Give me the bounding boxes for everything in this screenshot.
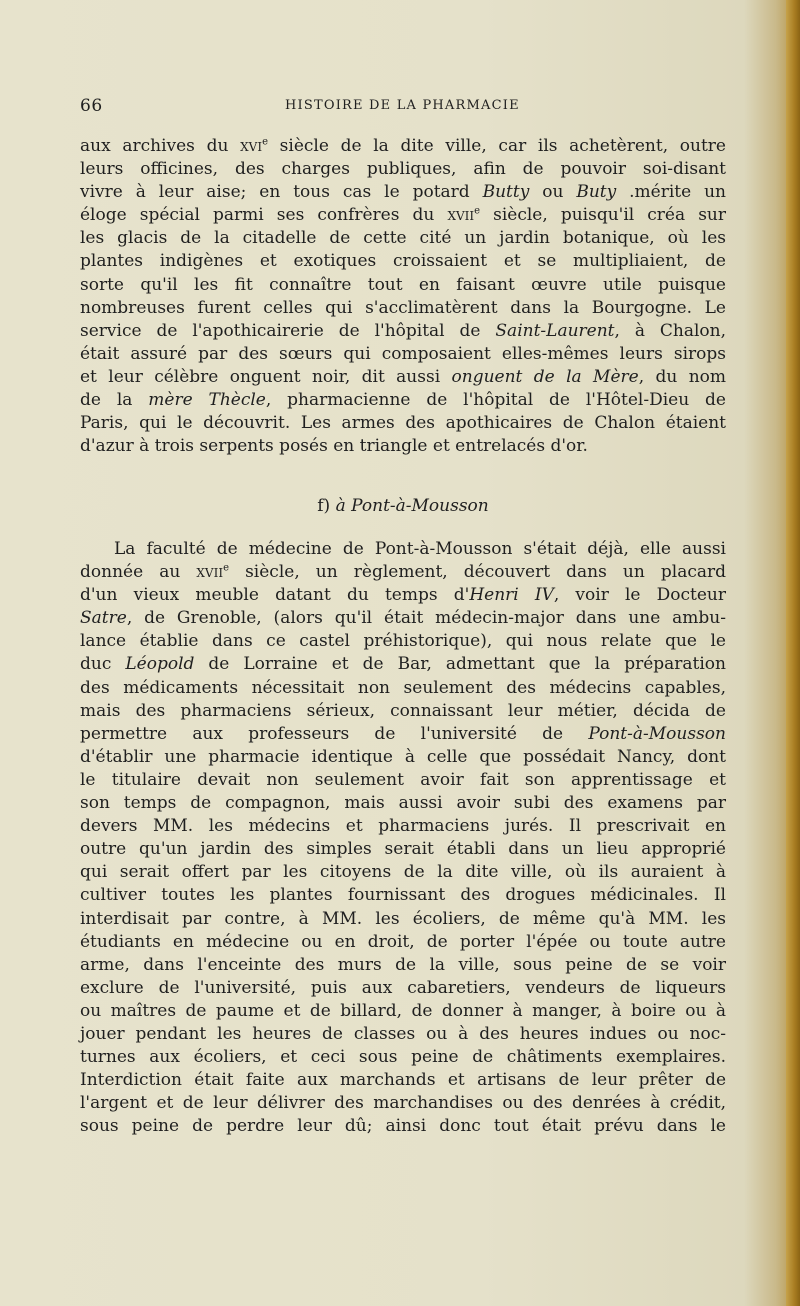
text-line: l'argent et de leur délivrer des marchandises ou des denrées à crédit,	[80, 1093, 726, 1114]
text-line: des médicaments nécessitait non seulement des médecins capables,	[80, 677, 726, 698]
text-line: sous peine de perdre leur dû; ainsi donc tout était prévu dans le	[80, 1116, 726, 1137]
text-line: sorte qu'il les fit connaître tout en faisant œuvre utile puisque	[80, 274, 726, 295]
text-line: interdisait par contre, à MM. les écoliers, de même qu'à MM. les	[80, 908, 726, 929]
text-line: d'azur à trois serpents posés en triangle et entrelacés d'or.	[80, 436, 588, 457]
text-line: d'établir une pharmacie identique à celle que possédait Nancy, dont	[80, 746, 726, 767]
text-line: son temps de compagnon, mais aussi avoir subi des examens par	[80, 793, 726, 814]
page-number: 66	[80, 96, 103, 116]
section-label: f)	[317, 496, 331, 516]
page-edge	[786, 0, 800, 1306]
text-line: cultiver toutes les plantes fournissant des drogues médicinales. Il	[80, 885, 726, 906]
text-line: turnes aux écoliers, et ceci sous peine de châtiments exemplaires.	[80, 1047, 726, 1068]
text-line: éloge spécial parmi ses confrères du xvii$^e$ siècle, puisqu'il créa sur	[80, 205, 726, 226]
paragraph-2	[80, 538, 726, 1138]
text-line: devers MM. les médecins et pharmaciens jurés. Il prescrivait en	[80, 816, 726, 837]
text-line: duc Léopold de Lorraine et de Bar, admettant que la préparation	[80, 654, 726, 675]
text-line: d'un vieux meuble datant du temps d'Henri IV, voir le Docteur	[80, 585, 727, 606]
text-line: leurs officines, des charges publiques, afin de pouvoir soi-disant	[80, 159, 726, 180]
text-line: outre qu'un jardin des simples serait établi dans un lieu approprié	[80, 839, 726, 860]
text-line: ou maîtres de paume et de billard, de donner à manger, à boire ou à	[80, 1000, 726, 1021]
page-header	[80, 96, 730, 120]
text-line: de la mère Thècle, pharmacienne de l'hôpital de l'Hôtel-Dieu de	[80, 390, 726, 411]
text-line: donnée au xvii$^e$ siècle, un règlement, découvert dans un placard	[80, 562, 726, 583]
paragraph-1	[80, 135, 726, 458]
text-line: et leur célèbre onguent noir, dit aussi onguent de la Mère, du nom	[80, 366, 726, 387]
text-line: aux archives du xvi$^e$ siècle de la dite ville, car ils achetèrent, outre	[80, 136, 726, 156]
text-line: Satre, de Grenoble, (alors qu'il était médecin-major dans une ambu-	[80, 608, 726, 629]
text-line: était assuré par des sœurs qui composaient elles-mêmes leurs sirops	[80, 343, 726, 364]
text-line: mais des pharmaciens sérieux, connaissant leur métier, décida de	[80, 700, 726, 721]
text-line: nombreuses furent celles qui s'acclimatèrent dans la Bourgogne. Le	[80, 297, 726, 318]
text-line: permettre aux professeurs de l'université de Pont-à-Mousson	[80, 723, 726, 744]
section-title: à Pont-à-Mousson	[335, 496, 489, 516]
section-heading	[80, 496, 726, 516]
text-line: Paris, qui le découvrit. Les armes des apothicaires de Chalon étaient	[80, 413, 726, 434]
text-line: plantes indigènes et exotiques croissaient et se multipliaient, de	[80, 251, 726, 272]
text-line: les glacis de la citadelle de cette cité un jardin botanique, où les	[80, 228, 726, 249]
text-line: service de l'apothicairerie de l'hôpital de Saint-Laurent, à Chalon,	[80, 320, 726, 341]
text-line: exclure de l'université, puis aux cabaretiers, vendeurs de liqueurs	[80, 977, 726, 998]
text-line: jouer pendant les heures de classes ou à des heures indues ou noc-	[80, 1023, 726, 1044]
text-line: qui serait offert par les citoyens de la dite ville, où ils auraient à	[80, 862, 726, 883]
running-head: HISTOIRE DE LA PHARMACIE	[285, 98, 520, 113]
text-line: lance établie dans ce castel préhistorique), qui nous relate que le	[80, 631, 726, 652]
text-line: Interdiction était faite aux marchands et artisans de leur prêter de	[80, 1070, 726, 1091]
text-line: La faculté de médecine de Pont-à-Mousson s'était déjà, elle aussi	[114, 539, 726, 559]
text-line: arme, dans l'enceinte des murs de la ville, sous peine de se voir	[80, 954, 726, 975]
text-line: le titulaire devait non seulement avoir fait son apprentissage et	[80, 769, 726, 790]
text-line: vivre à leur aise; en tous cas le potard Butty ou Buty .mérite un	[80, 182, 726, 203]
text-line: étudiants en médecine ou en droit, de porter l'épée ou toute autre	[80, 931, 726, 952]
